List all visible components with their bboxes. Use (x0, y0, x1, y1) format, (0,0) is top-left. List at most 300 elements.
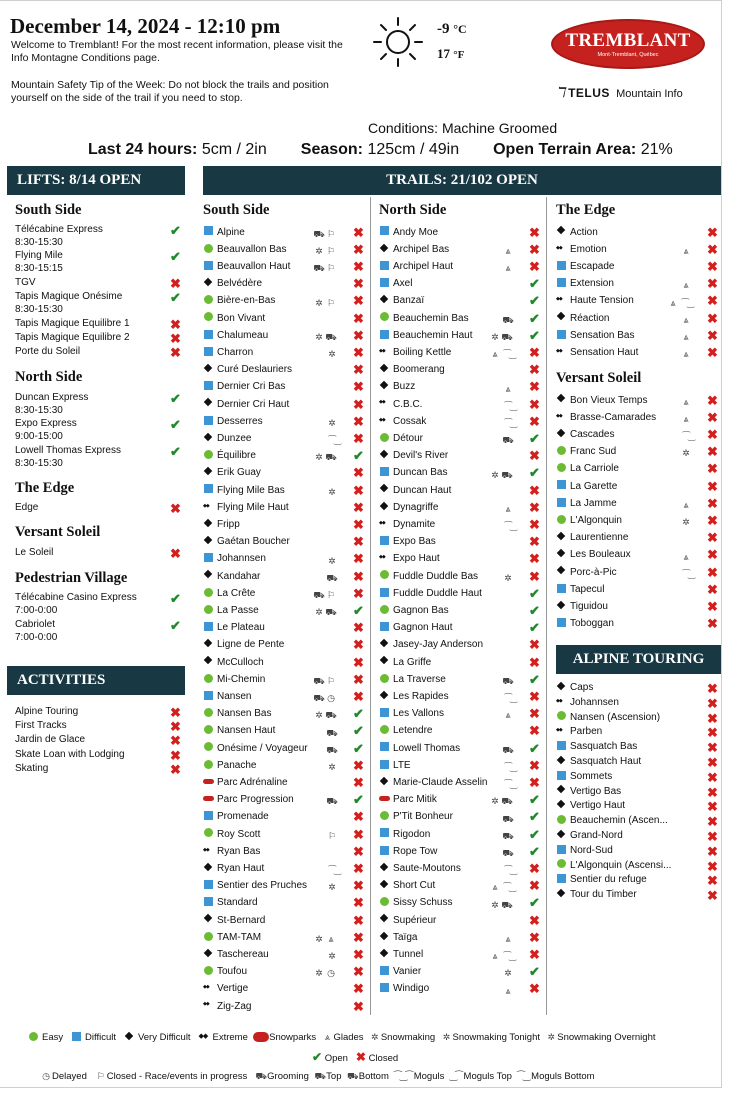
open-check-icon: ✔ (170, 591, 181, 606)
snowmaking-icon: ✲ (315, 933, 323, 944)
trail-row[interactable] (203, 654, 264, 671)
trail-row[interactable] (203, 602, 259, 619)
trail-row[interactable] (203, 378, 285, 395)
trail-row[interactable] (556, 224, 598, 241)
trail-row[interactable] (379, 464, 447, 481)
open-check-icon: ✔ (170, 417, 181, 432)
trail-row[interactable] (379, 757, 411, 774)
easy-icon (203, 931, 216, 942)
open-check-icon: ✔ (529, 620, 540, 636)
logo-name: TREMBLANT (565, 30, 691, 51)
trail-row[interactable] (203, 963, 247, 980)
trail-row[interactable] (379, 310, 469, 327)
trail-row[interactable] (203, 980, 248, 997)
closed-x-icon: ✖ (529, 379, 540, 395)
trail-name: Beauvallon Haut (217, 260, 291, 272)
lift-row (15, 392, 190, 418)
trail-row[interactable] (379, 499, 438, 516)
open-check-icon: ✔ (529, 465, 540, 481)
trail-name: La Crête (217, 587, 256, 599)
trail-row[interactable] (379, 602, 449, 619)
easy-icon (556, 462, 569, 473)
very-difficult-icon (203, 518, 216, 529)
closed-x-icon: ✖ (707, 725, 718, 741)
trail-row[interactable] (379, 378, 415, 395)
grooming-icon: ⛟ (313, 675, 325, 686)
trail-row[interactable] (203, 688, 251, 705)
trail-name: Flying Mile Haut (217, 501, 289, 513)
closed-x-icon: ✖ (353, 637, 364, 653)
safety-tip: Mountain Safety Tip of the Week: Do not block the trails and position yourself on the side of the trail if you need to stop. (11, 79, 329, 104)
trail-icons (326, 432, 342, 450)
trail-row[interactable] (203, 894, 258, 911)
trail-row[interactable] (203, 516, 240, 533)
trail-name: Erik Guay (217, 467, 261, 479)
touring-row[interactable] (556, 844, 613, 859)
very-difficult-icon (203, 535, 216, 546)
trail-row[interactable] (203, 258, 290, 275)
trail-row[interactable] (556, 460, 619, 477)
trail-row[interactable] (203, 361, 292, 378)
difficult-icon (203, 879, 216, 890)
moguls-icon: ⁀‿⁀ (394, 1071, 412, 1083)
trail-name: Jasey-Jay Anderson (393, 639, 484, 651)
grooming-bottom-icon: ⛟ (347, 1071, 359, 1081)
trail-row[interactable] (379, 894, 452, 911)
difficult-icon (71, 1031, 84, 1042)
closed-x-icon: ✖ (529, 258, 540, 274)
trail-row[interactable] (379, 877, 435, 894)
glade-icon: ⩓ (492, 349, 498, 360)
trail-row[interactable] (379, 808, 453, 825)
trail-row[interactable] (556, 292, 634, 309)
touring-row[interactable] (556, 799, 625, 814)
closed-x-icon: ✖ (170, 546, 181, 561)
trail-icons (489, 466, 513, 484)
trail-row[interactable] (379, 654, 431, 671)
extreme-icon: ◆◆ (203, 846, 209, 853)
trail-icons (680, 428, 696, 446)
trail-row[interactable] (556, 495, 617, 512)
trail-row[interactable] (203, 808, 269, 825)
trail-row[interactable] (203, 619, 265, 636)
trail-row[interactable] (379, 275, 412, 292)
trail-row[interactable] (203, 826, 260, 843)
grooming-icon: ⛟ (501, 469, 513, 480)
touring-row[interactable] (556, 740, 637, 755)
snowmaking-icon: ✲ (491, 796, 499, 807)
trail-row[interactable] (556, 275, 614, 292)
trail-row[interactable] (203, 310, 265, 327)
easy-icon (556, 514, 569, 525)
trail-column-title: North Side (379, 202, 447, 218)
glade-icon: ⩓ (505, 985, 511, 996)
trail-row[interactable] (556, 529, 628, 546)
trail-row[interactable] (379, 912, 436, 929)
lift-hours: 7:00-0:00 (15, 604, 58, 616)
trail-row[interactable] (379, 550, 440, 567)
closed-x-icon: ✖ (529, 688, 540, 704)
trail-row[interactable] (203, 946, 269, 963)
trail-icons (502, 982, 514, 1000)
glade-icon: ⩓ (683, 314, 689, 325)
closed-x-icon: ✖ (707, 547, 718, 563)
trail-row[interactable] (203, 533, 290, 550)
trail-icons (313, 260, 337, 278)
trail-row[interactable] (379, 774, 488, 791)
trail-row[interactable] (203, 843, 260, 860)
trail-name: Dunzee (217, 432, 252, 444)
trail-row[interactable] (203, 344, 253, 361)
closed-x-icon: ✖ (170, 276, 181, 291)
trail-row[interactable] (203, 499, 289, 516)
closed-x-icon: ✖ (707, 293, 718, 309)
trail-row[interactable] (556, 478, 617, 495)
trail-row[interactable] (203, 705, 271, 722)
closed-x-icon: ✖ (353, 327, 364, 343)
closed-x-icon: ✖ (170, 719, 181, 735)
trail-icons (313, 587, 337, 605)
welcome-text: Welcome to Tremblant! For the most recent information, please visit the Info Montagne Conditions page. (11, 39, 343, 64)
closed-x-icon: ✖ (353, 499, 364, 515)
trail-name: Toboggan (570, 618, 614, 630)
trail-row[interactable] (203, 327, 268, 344)
trail-name: Taïga (393, 931, 418, 943)
open-check-icon: ✔ (353, 448, 364, 464)
trail-row[interactable] (203, 550, 266, 567)
trail-row[interactable] (203, 791, 294, 808)
lift-name: Cabriolet (15, 619, 56, 630)
touring-name: Nansen (Ascension) (570, 711, 661, 723)
lift-section-title: South Side (15, 202, 82, 218)
very-difficult-icon (203, 466, 216, 477)
very-difficult-icon (556, 799, 569, 810)
trail-row[interactable] (556, 409, 656, 426)
trail-icons (502, 965, 514, 983)
very-difficult-icon (203, 948, 216, 959)
snowmaking-icon: ✲ (328, 349, 336, 360)
trail-row[interactable] (379, 258, 453, 275)
trail-row[interactable] (379, 533, 436, 550)
trail-row[interactable] (379, 860, 461, 877)
lift-name: Le Soleil (15, 547, 54, 558)
touring-name: Tour du Timber (570, 889, 637, 901)
trail-icons (313, 329, 337, 347)
grooming-icon: ⛟ (326, 744, 338, 755)
touring-row[interactable] (556, 814, 668, 829)
trail-row[interactable] (379, 688, 449, 705)
trail-icons (502, 810, 514, 828)
trail-name: Marie-Claude Asselin (393, 776, 488, 788)
trail-row[interactable] (556, 512, 622, 529)
trail-row[interactable] (556, 581, 604, 598)
snowmaking-overnight-icon: ✲ (547, 1032, 556, 1042)
trail-row[interactable] (203, 224, 245, 241)
trail-row[interactable] (556, 344, 638, 361)
trail-row[interactable] (379, 671, 446, 688)
extreme-icon: ◆◆ (556, 244, 562, 251)
touring-row[interactable] (556, 829, 623, 844)
closed-x-icon: ✖ (170, 501, 181, 516)
trail-row[interactable] (203, 740, 308, 757)
very-difficult-icon (379, 913, 392, 924)
trail-row[interactable] (203, 275, 262, 292)
trail-name: Johannsen (217, 553, 266, 565)
very-difficult-icon (203, 638, 216, 649)
trail-row[interactable] (203, 241, 287, 258)
trail-row[interactable] (556, 598, 608, 615)
trail-row[interactable] (203, 774, 288, 791)
difficult-icon (379, 982, 392, 993)
trail-row[interactable] (379, 447, 448, 464)
trail-name: La Carriole (570, 463, 619, 475)
trail-row[interactable] (379, 740, 460, 757)
trail-name: Escapade (570, 260, 615, 272)
trail-name: Panache (217, 759, 257, 771)
easy-icon (556, 445, 569, 456)
trail-row[interactable] (379, 344, 451, 361)
tremblant-logo[interactable] (551, 19, 705, 69)
closed-x-icon: ✖ (529, 654, 540, 670)
trail-row[interactable] (203, 636, 284, 653)
trail-icons (502, 260, 514, 278)
open-check-icon: ✔ (529, 740, 540, 756)
touring-row[interactable] (556, 770, 612, 785)
trail-name: La Griffe (393, 656, 432, 668)
trail-row[interactable] (379, 413, 426, 430)
trail-row[interactable] (203, 396, 289, 413)
lift-hours: 9:00-15:00 (15, 430, 63, 442)
trail-name: Boomerang (393, 364, 445, 376)
easy-icon (203, 311, 216, 322)
touring-name: Vertigo Haut (570, 800, 626, 812)
trail-row[interactable] (203, 860, 264, 877)
trail-name: L'Algonquin (570, 514, 622, 526)
lift-name: Télécabine Express (15, 224, 103, 235)
open-check-icon: ✔ (529, 826, 540, 842)
trail-row[interactable] (556, 310, 609, 327)
trail-row[interactable] (379, 791, 437, 808)
trail-row[interactable] (379, 241, 449, 258)
lift-hours: 8:30-15:30 (15, 303, 63, 315)
trail-row[interactable] (379, 430, 423, 447)
trail-name: Ryan Bas (217, 845, 261, 857)
lift-name: Expo Express (15, 418, 77, 429)
difficult-icon (203, 896, 216, 907)
very-difficult-icon (203, 397, 216, 408)
trail-row[interactable] (379, 980, 429, 997)
trail-row[interactable] (379, 705, 444, 722)
trail-row[interactable] (556, 392, 647, 409)
touring-row[interactable] (556, 785, 621, 800)
very-difficult-icon (379, 363, 392, 374)
column-divider (546, 197, 547, 1015)
touring-row[interactable] (556, 711, 660, 726)
trail-row[interactable] (203, 877, 307, 894)
snowmaking-icon: ✲ (315, 245, 323, 256)
trail-row[interactable] (556, 426, 614, 443)
touring-row[interactable] (556, 859, 671, 874)
trail-row[interactable] (203, 585, 255, 602)
moguls-icon: ⁀‿ (328, 865, 340, 876)
trail-name: La Garette (570, 480, 618, 492)
closed-x-icon: ✖ (707, 581, 718, 597)
moguls-icon: ⁀‿ (682, 568, 694, 579)
glade-icon: ⩓ (492, 882, 498, 893)
trail-row[interactable] (203, 671, 265, 688)
snowmaking-icon: ✲ (315, 968, 323, 979)
trail-icons (326, 570, 338, 588)
trail-row[interactable] (203, 929, 261, 946)
trail-row[interactable] (556, 241, 607, 258)
trail-icons (326, 828, 338, 846)
trail-row[interactable] (203, 998, 251, 1015)
trail-row[interactable] (379, 568, 478, 585)
touring-row[interactable] (556, 873, 647, 888)
trail-name: Flying Mile Bas (217, 484, 285, 496)
touring-row[interactable] (556, 725, 602, 740)
closed-x-icon: ✖ (529, 929, 540, 945)
lift-row (15, 318, 190, 331)
trail-name: La Traverse (393, 673, 446, 685)
trail-name: Kandahar (217, 570, 261, 582)
trail-row[interactable] (379, 482, 451, 499)
closed-x-icon: ✖ (353, 843, 364, 859)
difficult-icon (556, 740, 569, 751)
very-difficult-icon (379, 483, 392, 494)
trail-row[interactable] (556, 443, 616, 460)
page-title: December 14, 2024 - 12:10 pm (10, 14, 281, 38)
trail-row[interactable] (203, 413, 263, 430)
touring-row[interactable] (556, 888, 637, 903)
grooming-icon: ⛟ (502, 435, 514, 446)
trail-name: Vertige (217, 983, 249, 995)
trail-name: Action (570, 226, 598, 238)
closed-x-icon: ✖ (529, 878, 540, 894)
trail-row[interactable] (203, 722, 275, 739)
flag-icon: ⚐ (96, 1071, 105, 1081)
trail-row[interactable] (379, 224, 438, 241)
trail-name: Taschereau (217, 948, 269, 960)
closed-x-icon: ✖ (707, 276, 718, 292)
trail-icons (502, 742, 514, 760)
difficult-icon (379, 587, 392, 598)
closed-x-icon: ✖ (529, 774, 540, 790)
closed-x-icon: ✖ (529, 551, 540, 567)
trail-name: LTE (393, 759, 411, 771)
touring-name: Sasquatch Haut (570, 756, 642, 767)
trail-icons (502, 776, 518, 794)
clock-icon: ◷ (327, 968, 335, 979)
open-check-icon: ✔ (170, 618, 181, 633)
trail-row[interactable] (379, 722, 432, 739)
trail-row[interactable] (203, 757, 256, 774)
trail-name: Letendre (393, 725, 433, 737)
easy-icon (203, 827, 216, 838)
easy-icon (203, 965, 216, 976)
trail-row[interactable] (203, 292, 275, 309)
trail-row[interactable] (379, 826, 430, 843)
difficult-icon (379, 965, 392, 976)
closed-x-icon: ✖ (707, 784, 718, 800)
trail-row[interactable] (556, 615, 614, 632)
trail-row[interactable] (203, 482, 285, 499)
difficult-icon (379, 741, 392, 752)
trail-row[interactable] (203, 464, 261, 481)
trail-icons (313, 604, 337, 622)
trail-name: Ligne de Pente (217, 639, 285, 651)
extreme-icon: ◆◆ (379, 519, 385, 526)
trail-row[interactable] (379, 361, 445, 378)
trail-row[interactable] (379, 327, 473, 344)
trail-row[interactable] (379, 619, 453, 636)
trail-row[interactable] (556, 546, 631, 563)
trail-row[interactable] (203, 568, 260, 585)
trail-row[interactable] (379, 292, 424, 309)
trail-row[interactable] (379, 946, 423, 963)
easy-icon (203, 243, 216, 254)
closed-x-icon: ✖ (529, 568, 540, 584)
closed-x-icon: ✖ (353, 654, 364, 670)
touring-row[interactable] (556, 681, 593, 696)
trail-row[interactable] (556, 564, 617, 581)
snowmaking-icon: ✲ (328, 417, 336, 428)
touring-row[interactable] (556, 696, 619, 711)
lift-name: Porte du Soleil (15, 346, 81, 357)
trail-name: Duncan Haut (393, 484, 452, 496)
touring-row[interactable] (556, 755, 641, 770)
trail-name: Andy Moe (393, 226, 439, 238)
trail-row[interactable] (556, 258, 614, 275)
trail-row[interactable] (203, 430, 251, 447)
closed-x-icon: ✖ (707, 564, 718, 580)
difficult-icon (203, 552, 216, 563)
trail-row[interactable] (379, 636, 483, 653)
extreme-icon: ◆◆ (379, 416, 385, 423)
moguls-icon: ⁀‿ (504, 761, 516, 772)
trail-row[interactable] (379, 585, 482, 602)
closed-x-icon: ✖ (707, 888, 718, 904)
difficult-icon (203, 621, 216, 632)
trail-row[interactable] (203, 447, 256, 464)
trail-icons (313, 931, 337, 949)
difficult-icon (203, 415, 216, 426)
difficult-icon (379, 535, 392, 546)
trail-icons (502, 759, 518, 777)
trail-row[interactable] (556, 327, 635, 344)
closed-x-icon: ✖ (707, 530, 718, 546)
touring-name: Caps (570, 682, 594, 693)
trail-name: Boiling Kettle (393, 346, 452, 358)
grooming-icon: ⛟ (255, 1071, 267, 1081)
trail-column-title: The Edge (556, 202, 616, 218)
trail-icons (489, 896, 513, 914)
trail-name: Réaction (570, 312, 610, 324)
open-check-icon: ✔ (353, 706, 364, 722)
trail-row[interactable] (379, 843, 437, 860)
trail-name: Short Cut (393, 880, 436, 892)
moguls-bottom-icon: ⁀‿ (517, 1071, 529, 1083)
trail-name: Toufou (217, 966, 248, 978)
trail-row[interactable] (379, 396, 422, 413)
trail-row[interactable] (379, 929, 417, 946)
trail-row[interactable] (379, 963, 421, 980)
trail-row[interactable] (203, 912, 265, 929)
trail-row[interactable] (379, 516, 435, 533)
lift-name: Tapis Magique Equilibre 2 (15, 332, 130, 343)
difficult-icon (379, 707, 392, 718)
closed-x-icon: ✖ (707, 258, 718, 274)
